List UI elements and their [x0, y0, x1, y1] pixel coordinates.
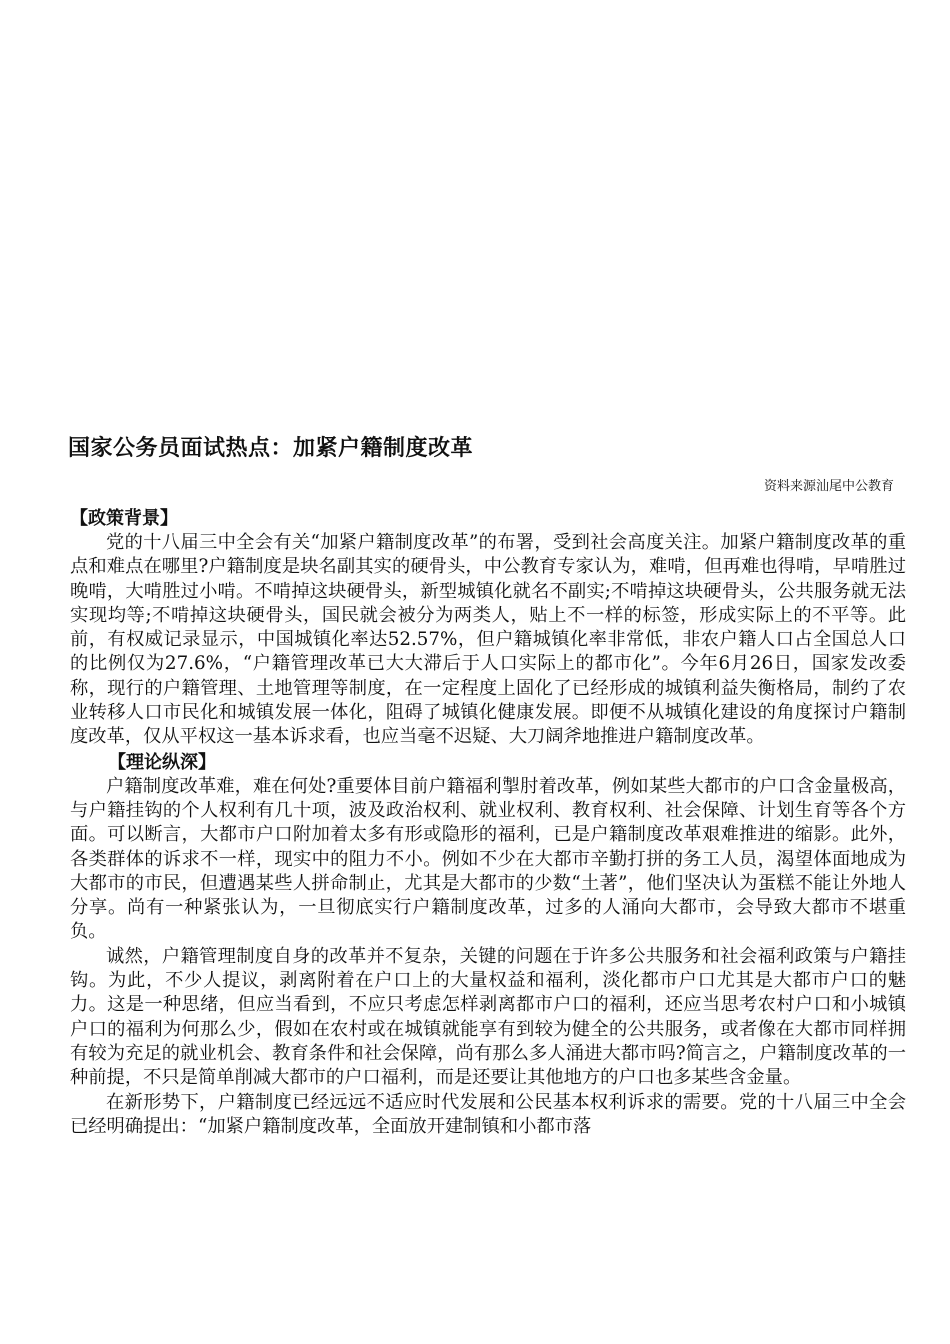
source-attribution: 资料来源汕尾中公教育: [763, 479, 894, 494]
section-policy-background: [70, 506, 906, 750]
paragraph: 诚然，户籍管理制度自身的改革并不复杂，关键的问题在于许多公共服务和社会福利政策与户籍挂钩。为此，不少人提议，剥离附着在户口上的大量权益和福利，淡化都市户口尤其是大都市户口的魅力。这是一种思绪，但应当看到，不应只考虑怎样剥离都市户口的福利，还应当思考农村户口和小城镇户口的福利为何那么少，假如在农村或在城镇就能享有到较为健全的公共服务，或者像在大都市同样拥有较为充足的就业机会、教育条件和社会保障，尚有那么多人涌进大都市吗?简言之，户籍制度改革的一种前提，不只是简单削减大都市的户口福利，而是还要让其他地方的户口也多某些含金量。: [70, 945, 906, 1089]
document-body: [70, 506, 906, 1139]
paragraph: 户籍制度改革难，难在何处?重要体目前户籍福利掣肘着改革，例如某些大都市的户口含金量极高，与户籍挂钩的个人权利有几十项，波及政治权利、就业权利、教育权利、社会保障、计划生育等各个方面。可以断言，大都市户口附加着太多有形或隐形的福利，已是户籍制度改革艰难推进的缩影。此外，各类群体的诉求不一样，现实中的阻力不小。例如不少在大都市辛勤打拼的务工人员，渴望体面地成为大都市的市民，但遭遇某些人拼命制止，尤其是大都市的少数“土著”，他们坚决认为蛋糕不能让外地人分享。尚有一种紧张认为，一旦彻底实行户籍制度改革，过多的人涌向大都市，会导致大都市不堪重负。: [70, 775, 906, 943]
paragraph: 党的十八届三中全会有关“加紧户籍制度改革”的布署，受到社会高度关注。加紧户籍制度改革的重点和难点在哪里?户籍制度是块名副其实的硬骨头，中公教育专家认为，难啃，但再难也得啃，早啃胜过晚啃，大啃胜过小啃。不啃掉这块硬骨头，新型城镇化就名不副实;不啃掉这块硬骨头，公共服务就无法实现均等;不啃掉这块硬骨头，国民就会被分为两类人，贴上不一样的标签，形成实际上的不平等。此前，有权威记录显示，中国城镇化率达52.57%，但户籍城镇化率非常低，非农户籍人口占全国总人口的比例仅为27.6%，“户籍管理改革已大大滞后于人口实际上的都市化”。今年6月26日，国家发改委称，现行的户籍管理、土地管理等制度，在一定程度上固化了已经形成的城镇利益失衡格局，制约了农业转移人口市民化和城镇发展一体化，阻碍了城镇化健康发展。即便不从城镇化建设的角度探讨户籍制度改革，仅从平权这一基本诉求看，也应当毫不迟疑、大刀阔斧地推进户籍制度改革。: [70, 532, 906, 748]
paragraph: 在新形势下，户籍制度已经远远不适应时代发展和公民基本权利诉求的需要。党的十八届三中全会已经明确提出：“加紧户籍制度改革，全面放开建制镇和小都市落: [70, 1091, 906, 1137]
document-title: 国家公务员面试热点：加紧户籍制度改革: [68, 436, 474, 461]
section-theory-depth: [70, 750, 906, 1139]
section-heading-theory-depth: 【理论纵深】: [108, 751, 216, 773]
section-heading-policy-background: 【政策背景】: [70, 508, 178, 529]
